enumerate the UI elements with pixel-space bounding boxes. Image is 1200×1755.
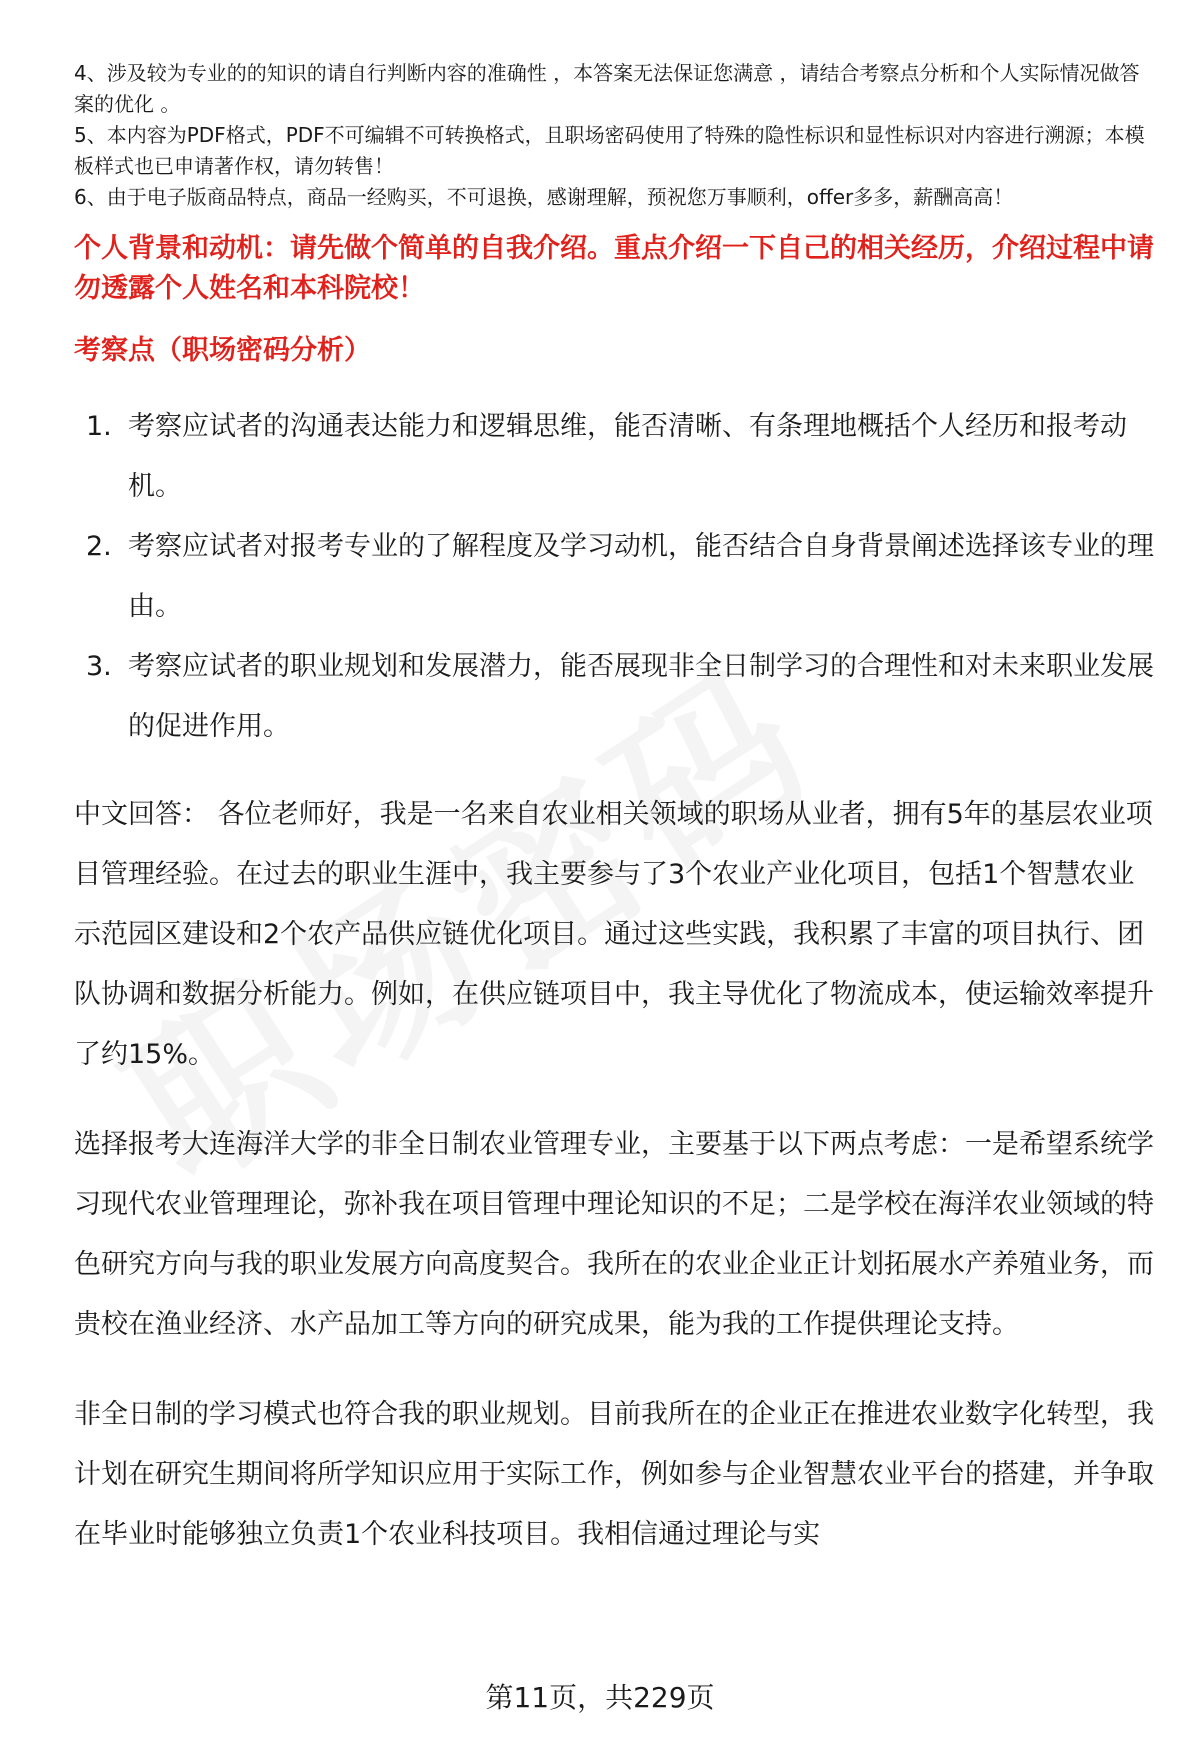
answer-paragraph: 中文回答： 各位老师好，我是一名来自农业相关领域的职场从业者，拥有5年的基层农业项目管理经验。在过去的职业生涯中，我主要参与了3个农业产业化项目，包括1个智慧农业示范园区建设和2个农产品供应链优化项目。通过这些实践，我积累了丰富的项目执行、团队协调和数据分析能力。例如，在供应链项目中，我主导优化了物流成本，使运输效率提升了约15%。 (74, 799, 1154, 1070)
note-4: 4、涉及较为专业的的知识的请自行判断内容的准确性 ，本答案无法保证您满意 ，请结合考察点分析和个人实际情况做答案的优化 。 (74, 61, 1140, 116)
page-number-footer: 第11页，共229页 (485, 1681, 715, 1714)
point-number: 2. (86, 531, 112, 562)
answer-paragraph: 非全日制的学习模式也符合我的职业规划。目前我所在的企业正在推进农业数字化转型，我计划在研究生期间将所学知识应用于实际工作，例如参与企业智慧农业平台的搭建，并争取在毕业时能够独立负责1个农业科技项目。我相信通过理论与实 (74, 1399, 1154, 1550)
document-page (74, 58, 1154, 1565)
point-number: 3. (86, 651, 112, 682)
question-heading: 个人背景和动机：请先做个简单的自我介绍。重点介绍一下自己的相关经历，介绍过程中请勿透露个人姓名和本科院校！ (74, 233, 1154, 304)
answer-section (74, 785, 1154, 1565)
analysis-point (74, 517, 1154, 637)
analysis-point (74, 397, 1154, 517)
note-5: 5、本内容为PDF格式，PDF不可编辑不可转换格式，且职场密码使用了特殊的隐性标识和显性标识对内容进行溯源；本模板样式也已申请著作权，请勿转售！ (74, 123, 1145, 178)
point-text: 考察应试者的职业规划和发展潜力，能否展现非全日制学习的合理性和对未来职业发展的促进作用。 (128, 651, 1154, 742)
analysis-points-list (74, 397, 1154, 757)
note-6: 6、由于电子版商品特点，商品一经购买，不可退换，感谢理解，预祝您万事顺利，offer多多，薪酬高高！ (74, 185, 1014, 209)
point-text: 考察应试者的沟通表达能力和逻辑思维，能否清晰、有条理地概括个人经历和报考动机。 (128, 411, 1127, 502)
analysis-heading: 考察点（职场密码分析） (74, 335, 371, 366)
point-text: 考察应试者对报考专业的了解程度及学习动机，能否结合自身背景阐述选择该专业的理由。 (128, 531, 1154, 622)
notes-section (74, 58, 1154, 213)
analysis-point (74, 637, 1154, 757)
point-number: 1. (86, 411, 112, 442)
answer-paragraph: 选择报考大连海洋大学的非全日制农业管理专业，主要基于以下两点考虑：一是希望系统学习现代农业管理理论，弥补我在项目管理中理论知识的不足；二是学校在海洋农业领域的特色研究方向与我的职业发展方向高度契合。我所在的农业企业正计划拓展水产养殖业务，而贵校在渔业经济、水产品加工等方向的研究成果，能为我的工作提供理论支持。 (74, 1129, 1154, 1340)
